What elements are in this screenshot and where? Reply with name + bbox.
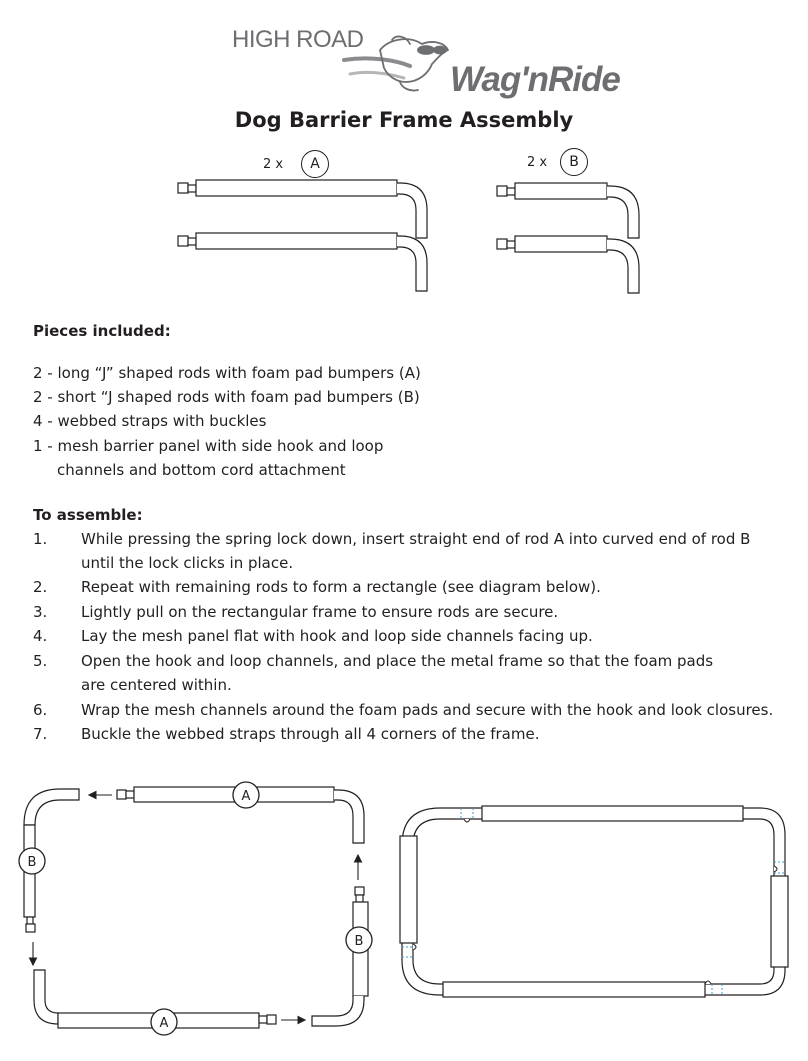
diagram-label-bottom: A bbox=[159, 1016, 169, 1031]
assembled-rod-b-left bbox=[400, 836, 417, 943]
piece-item-4: 1 - mesh barrier panel with side hook and loop bbox=[33, 437, 384, 455]
exploded-rod-b-right bbox=[312, 887, 368, 1026]
pieces-heading: Pieces included: bbox=[33, 322, 171, 340]
brand-high-road: HIGH ROAD bbox=[232, 26, 364, 53]
step-text: until the lock clicks in place. bbox=[81, 554, 294, 572]
lock-button bbox=[464, 819, 470, 822]
step-text: Lightly pull on the rectangular frame to ensure rods are secure. bbox=[81, 603, 559, 621]
step-number: 3. bbox=[33, 603, 48, 621]
assembled-rod-a-top bbox=[482, 806, 743, 821]
diagram-label-left: B bbox=[27, 855, 37, 870]
piece-item-2: 2 - short “J shaped rods with foam pad bumpers (B) bbox=[33, 388, 420, 406]
step-number: 7. bbox=[33, 725, 48, 743]
brand-wag-n-ride: Wag'nRide bbox=[450, 60, 620, 99]
piece-item-1: 2 - long “J” shaped rods with foam pad bumpers (A) bbox=[33, 364, 421, 382]
assembly-arrows bbox=[33, 795, 358, 1020]
step-number: 5. bbox=[33, 652, 48, 670]
step-text: Repeat with remaining rods to form a rectangle (see diagram below). bbox=[81, 578, 601, 596]
lock-button bbox=[413, 944, 416, 950]
step-text: Open the hook and loop channels, and place the metal frame so that the foam pads bbox=[81, 652, 714, 670]
piece-item-3: 4 - webbed straps with buckles bbox=[33, 412, 267, 430]
step-text: Buckle the webbed straps through all 4 corners of the frame. bbox=[81, 725, 540, 743]
diagram-label-right: B bbox=[354, 934, 364, 949]
step-text: Lay the mesh panel flat with hook and loop side channels facing up. bbox=[81, 627, 593, 645]
step-number: 6. bbox=[33, 701, 48, 719]
exploded-frame bbox=[24, 787, 368, 1028]
page-title: Dog Barrier Frame Assembly bbox=[234, 108, 574, 132]
assembled-rod-a-bottom bbox=[443, 982, 705, 997]
step-number: 2. bbox=[33, 578, 48, 596]
lock-button bbox=[705, 981, 711, 984]
step-text: are centered within. bbox=[81, 676, 232, 694]
assembled-frame bbox=[400, 806, 788, 997]
rod-b-quantity: 2 x bbox=[527, 155, 548, 170]
rod-b-label: B bbox=[560, 148, 588, 176]
step-text: Wrap the mesh channels around the foam pads and secure with the hook and look closures. bbox=[81, 701, 774, 719]
rod-a-label: A bbox=[301, 150, 329, 178]
assemble-heading: To assemble: bbox=[33, 506, 143, 524]
diagram-label-top: A bbox=[241, 789, 251, 804]
step-number: 1. bbox=[33, 530, 48, 548]
step-text: While pressing the spring lock down, insert straight end of rod A into curved end of rod B bbox=[81, 530, 751, 548]
assembled-rod-b-right bbox=[771, 876, 788, 967]
joint-markers bbox=[402, 808, 785, 995]
lock-button bbox=[774, 866, 777, 872]
step-number: 4. bbox=[33, 627, 48, 645]
piece-item-4-continued: channels and bottom cord attachment bbox=[57, 461, 346, 479]
rod-a-quantity: 2 x bbox=[263, 157, 284, 172]
